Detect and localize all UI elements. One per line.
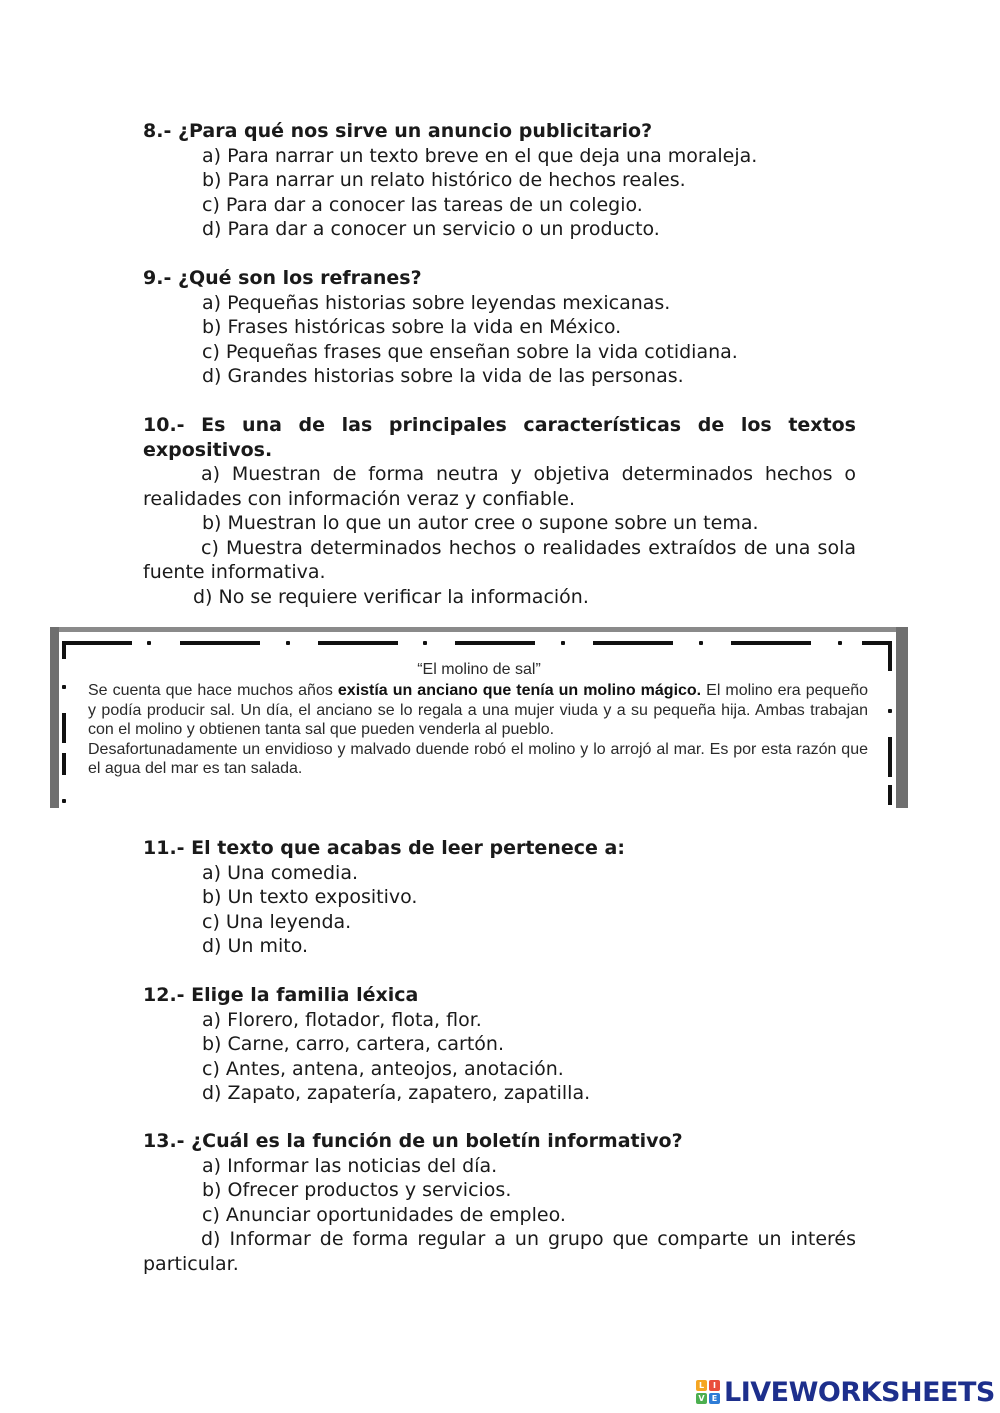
question-9-option-a[interactable]: a) Pequeñas historias sobre leyendas mexicanas. (202, 291, 671, 314)
question-12 (143, 983, 856, 1106)
question-8 (143, 119, 856, 242)
logo-text: LIVEWORKSHEETS (724, 1376, 995, 1408)
logo-mark-l: L (696, 1380, 707, 1391)
question-10 (143, 413, 856, 609)
frame-dot (62, 685, 66, 689)
frame-dot (147, 641, 151, 645)
story-intro: Se cuenta que hace muchos años (88, 682, 338, 699)
question-13-option-c[interactable]: c) Anunciar oportunidades de empleo. (202, 1203, 566, 1226)
frame-dot (699, 641, 703, 645)
story-box-top-border (50, 627, 908, 632)
frame-dot (888, 709, 892, 713)
story-text (88, 681, 868, 779)
story-box (50, 627, 908, 808)
liveworksheets-logo[interactable] (696, 1374, 995, 1410)
logo-mark-i: I (709, 1380, 720, 1391)
question-10-option-b[interactable]: b) Muestran lo que un autor cree o supone sobre un tema. (202, 512, 759, 534)
question-11-option-d[interactable]: d) Un mito. (202, 935, 309, 957)
question-11-title: 11.- El texto que acabas de leer pertenece a: (143, 837, 625, 859)
frame-dot (561, 641, 565, 645)
frame-dash (593, 641, 673, 645)
logo-mark-e: E (709, 1393, 720, 1404)
question-8-option-d[interactable]: d) Para dar a conocer un servicio o un producto. (202, 218, 660, 240)
frame-dash (318, 641, 398, 645)
frame-dot (62, 799, 66, 803)
question-9 (143, 266, 856, 389)
question-10-option-a[interactable]: a) Muestran de forma neutra y objetiva determinados hechos o realidades con información veraz y confiable. (143, 463, 856, 510)
question-9-option-c[interactable]: c) Pequeñas frases que enseñan sobre la vida cotidiana. (202, 340, 738, 363)
question-12-option-a[interactable]: a) Florero, flotador, flota, flor. (202, 1008, 482, 1031)
frame-dot (838, 641, 842, 645)
question-11 (143, 836, 856, 959)
frame-bar (888, 737, 892, 777)
question-9-option-d[interactable]: d) Grandes historias sobre la vida de las personas. (202, 365, 684, 387)
question-13-title: 13.- ¿Cuál es la función de un boletín informativo? (143, 1130, 683, 1152)
question-12-option-d[interactable]: d) Zapato, zapatería, zapatero, zapatilla. (202, 1082, 591, 1104)
frame-dash (731, 641, 811, 645)
frame-bar (62, 713, 66, 743)
story-paragraph-1 (88, 681, 868, 740)
question-13-option-b[interactable]: b) Ofrecer productos y servicios. (202, 1179, 512, 1201)
question-11-option-c[interactable]: c) Una leyenda. (202, 910, 352, 933)
question-8-option-b[interactable]: b) Para narrar un relato histórico de hechos reales. (202, 169, 686, 191)
story-box-left-border (50, 627, 59, 808)
frame-bar (62, 753, 66, 775)
question-11-option-a[interactable]: a) Una comedia. (202, 861, 359, 884)
question-13-option-d[interactable]: d) Informar de forma regular a un grupo que comparte un interés particular. (143, 1228, 856, 1275)
question-8-option-a[interactable]: a) Para narrar un texto breve en el que deja una moraleja. (202, 144, 758, 167)
story-rest: El molino era pequeño y podía producir sal. Un día, el anciano se lo regala a una mujer viuda y a su pequeña hija. Ambas trabajan con el molino y obtienen tanta sal que pueden venderla al pueblo. (88, 682, 869, 739)
frame-dot (423, 641, 427, 645)
question-9-title: 9.- ¿Qué son los refranes? (143, 267, 422, 289)
question-8-option-c[interactable]: c) Para dar a conocer las tareas de un colegio. (202, 193, 643, 216)
frame-dash (62, 641, 132, 645)
frame-bar (62, 641, 66, 659)
frame-dot (286, 641, 290, 645)
question-9-option-b[interactable]: b) Frases históricas sobre la vida en México. (202, 316, 622, 338)
story-box-right-border (896, 627, 908, 808)
story-paragraph-2: Desafortunadamente un envidioso y malvado duende robó el molino y lo arrojó al mar. Es por esta razón que el agua del mar es tan salada. (88, 740, 868, 778)
question-10-option-d[interactable]: d) No se requiere verificar la información. (193, 585, 589, 608)
frame-bar (888, 785, 892, 805)
question-10-title: 10.- Es una de las principales características de los textos expositivos. (143, 414, 856, 461)
question-12-title: 12.- Elige la familia léxica (143, 984, 419, 1006)
question-8-title: 8.- ¿Para qué nos sirve un anuncio publicitario? (143, 120, 653, 142)
question-13 (143, 1129, 856, 1276)
question-10-option-c[interactable]: c) Muestra determinados hechos o realidades extraídos de una sola fuente informativa. (143, 536, 856, 583)
frame-dash (455, 641, 535, 645)
question-12-option-c[interactable]: c) Antes, antena, anteojos, anotación. (202, 1057, 564, 1080)
question-11-option-b[interactable]: b) Un texto expositivo. (202, 886, 418, 908)
question-13-option-a[interactable]: a) Informar las noticias del día. (202, 1154, 498, 1177)
logo-mark-icon (696, 1380, 720, 1404)
logo-mark-v: V (696, 1393, 707, 1404)
question-12-option-b[interactable]: b) Carne, carro, cartera, cartón. (202, 1033, 505, 1055)
frame-dash (180, 641, 260, 645)
story-title: “El molino de sal” (417, 661, 541, 678)
story-bold: existía un anciano que tenía un molino mágico. (337, 682, 702, 699)
